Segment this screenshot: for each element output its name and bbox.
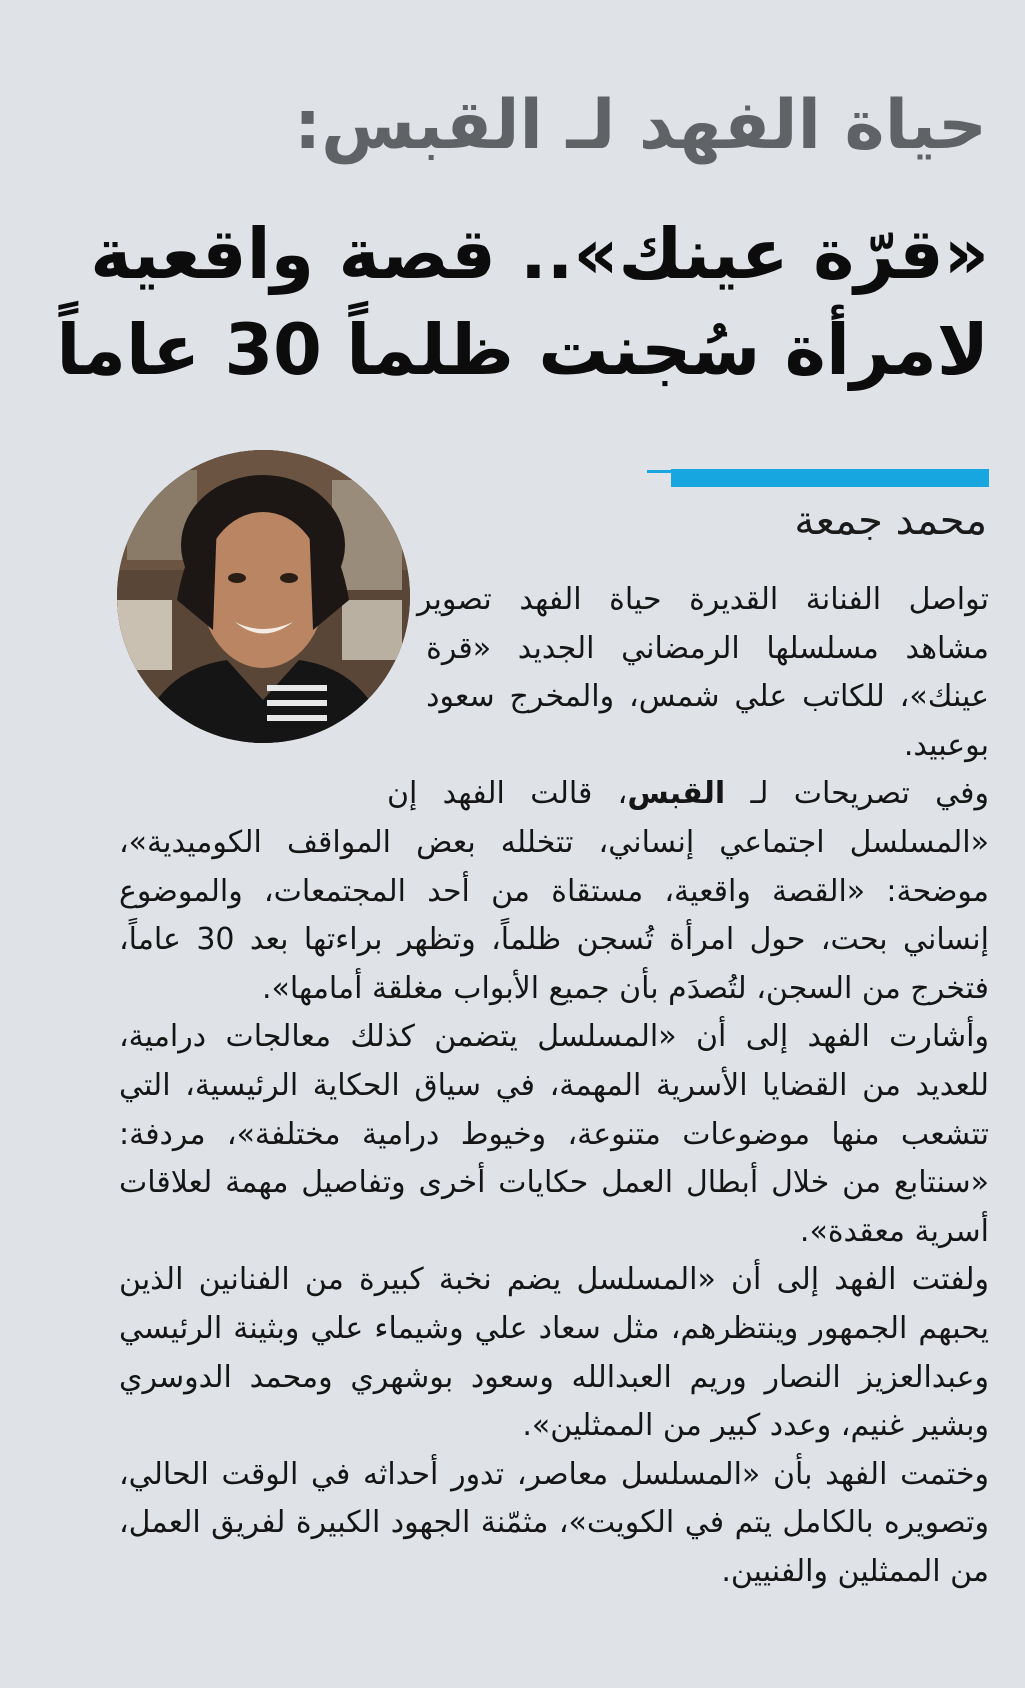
- publication-name: القبس: [627, 776, 726, 812]
- paragraph-1: تواصل الفنانة القديرة حياة الفهد تصوير مشاهد مسلسلها الرمضاني الجديد «قرة عينك»، للكاتب علي شمس، والمخرج سعود بوعبيد.: [417, 582, 989, 763]
- article-body: [119, 576, 989, 1596]
- article-headline: [56, 206, 989, 398]
- paragraph-2-rest: ، قالت الفهد إن «المسلسل اجتماعي إنساني، تتخلله بعض المواقف الكوميدية»، موضحة: «القصة واقعية، مستقاة من أحد المجتمعات، والموضوع إنساني بحت، حول امرأة تُسجن ظلماً، وتظهر براءتها بعد 30 عاماً، فتخرج من السجن، لتُصدَم بأن جميع الأبواب مغلقة أمامها».: [119, 776, 989, 1006]
- headline-line-2: لامرأة سُجنت ظلماً 30 عاماً: [56, 309, 989, 391]
- author-byline: محمد جمعة: [794, 498, 987, 544]
- paragraph-5: وختمت الفهد بأن «المسلسل معاصر، تدور أحداثه في الوقت الحالي، وتصويره بالكامل يتم في الكويت»، مثمّنة الجهود الكبيرة لفريق العمل، من الممثلين والفنيين.: [119, 1456, 989, 1589]
- paragraph-4: ولفتت الفهد إلى أن «المسلسل يضم نخبة كبيرة من الفنانين الذين يحبهم الجمهور وينتظرهم، مثل سعاد علي وشيماء علي وبثينة الرئيسي وعبدالعزيز النصار وريم العبدالله وسعود بوشهري ومحمد الدوسري وبشير غنيم، وعدد كبير من الممثلين».: [119, 1262, 989, 1444]
- accent-bar: [671, 469, 989, 487]
- headline-line-1: «قرّة عينك».. قصة واقعية: [90, 213, 989, 295]
- photo-wrap-space: [119, 576, 457, 772]
- paragraph-2-prefix: وفي تصريحات لـ: [725, 776, 990, 812]
- paragraph-2: [119, 770, 989, 1013]
- accent-line: [647, 470, 671, 473]
- article-kicker: حياة الفهد لـ القبس:: [293, 86, 987, 165]
- paragraph-3: وأشارت الفهد إلى أن «المسلسل يتضمن كذلك معالجات درامية، للعديد من القضايا الأسرية المهمة، في سياق الحكاية الرئيسية، التي تتشعب منها موضوعات متنوعة، وخيوط درامية مختلفة»، مردفة: «سنتابع من خلال أبطال العمل حكايات أخرى وتفاصيل مهمة لعلاقات أسرية معقدة».: [119, 1019, 989, 1249]
